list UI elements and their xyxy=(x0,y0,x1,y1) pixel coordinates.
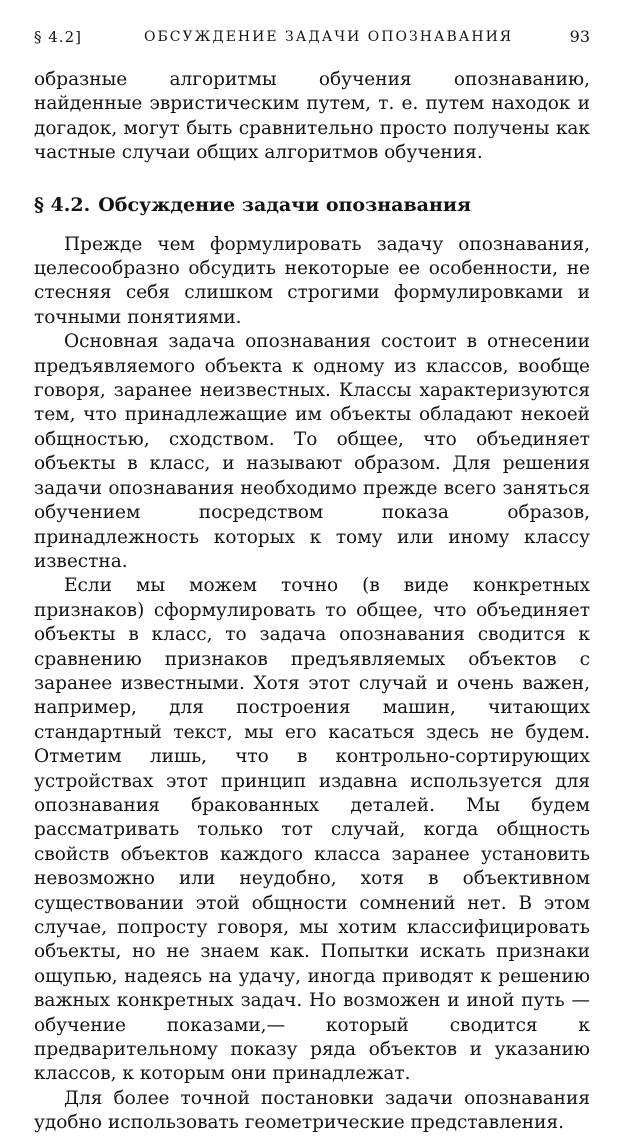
section-heading xyxy=(34,192,590,218)
paragraph-2: Основная задача опознавания состоит в отнесении предъявляемого объекта к одному из классов, вообще говоря, заранее неизвестных. Классы характеризуются тем, что принадлежащие им объекты обладают некоей общностью, сходством. То общее, что объединяет объекты в класс, и называют образом. Для решения задачи опознавания необходимо прежде всего заняться обучением посредством показа образов, принадлежность которых к тому или иному классу известна. xyxy=(34,331,590,572)
book-page xyxy=(34,22,590,1136)
section-number: § 4.2. xyxy=(34,193,91,216)
running-head xyxy=(34,22,590,52)
section-title: Обсуждение задачи опознавания xyxy=(98,193,471,216)
running-head-title: ОБСУЖДЕНИЕ ЗАДАЧИ ОПОЗНАВАНИЯ xyxy=(144,29,514,45)
paragraph-3: Если мы можем точно (в виде конкретных признаков) сформулировать то общее, что объединяет объекты в класс, то задача опознавания сводится к сравнению признаков предъявляемых объектов с заранее известными. Хотя этот случай и очень важен, например, для построения машин, читающих стандартный текст, мы его касаться здесь не будем. Отметим лишь, что в контрольно-сортирующих устройствах этот принцип издавна используется для опознавания бракованных деталей. Мы будем рассматривать только тот случай, когда общность свойств объектов каждого класса заранее установить невозможно или неудобно, хотя в объективном существовании этой общности сомнений нет. В этом случае, попросту говоря, мы хотим классифицировать объекты, но не знаем как. Попытки искать признаки ощупью, надеясь на удачу, иногда приводят к решению важных конкретных задач. Но возможен и иной путь — обучение показами,— который сводится к предварительному показу ряда объектов и указанию классов, к которым они принадлежат. xyxy=(34,575,590,1085)
running-head-section: § 4.2] xyxy=(34,28,82,46)
paragraph-1: Прежде чем формулировать задачу опознавания, целесообразно обсудить некоторые ее особенности, не стесняя себя слишком строгими формулировками и точными понятиями. xyxy=(34,233,590,328)
page-number: 93 xyxy=(569,27,590,46)
continued-paragraph: образные алгоритмы обучения опознаванию, найденные эвристическим путем, т. е. путем находок и догадок, могут быть сравнительно просто получены как частные случаи общих алгоритмов обучения. xyxy=(34,69,590,164)
paragraph-4: Для более точной постановки задачи опознавания удобно использовать геометрические представления. xyxy=(34,1087,590,1134)
